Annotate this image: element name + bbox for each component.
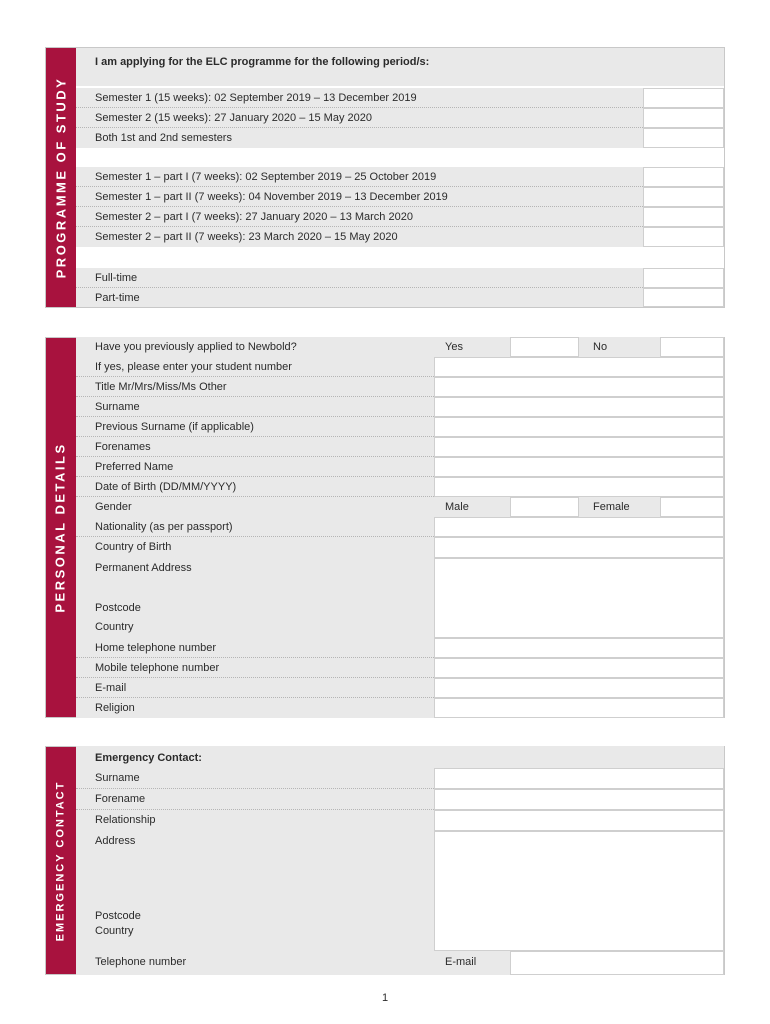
row-divider	[76, 496, 434, 497]
ec-address-input[interactable]	[434, 831, 724, 951]
title-input[interactable]	[434, 377, 724, 397]
full-time-checkbox[interactable]	[643, 268, 724, 288]
home-phone-input[interactable]	[434, 638, 724, 658]
row-divider	[76, 206, 643, 207]
religion-row	[76, 698, 434, 718]
row-divider	[76, 536, 434, 537]
no-label: No	[593, 341, 608, 353]
semester-option-label: Both 1st and 2nd semesters	[95, 132, 232, 144]
row-divider	[76, 416, 434, 417]
ec-surname-row	[76, 768, 434, 789]
row-divider	[76, 287, 643, 288]
forenames-label: Forenames	[95, 441, 151, 453]
surname-label: Surname	[95, 401, 140, 413]
semester-option-row	[76, 88, 643, 108]
part-option-label: Semester 2 – part I (7 weeks): 27 January 2020 – 13 March 2020	[95, 211, 413, 223]
part-time-checkbox[interactable]	[643, 288, 724, 307]
previous-surname-input[interactable]	[434, 417, 724, 437]
yes-checkbox[interactable]	[510, 337, 579, 357]
row-divider	[76, 677, 434, 678]
email-input[interactable]	[434, 678, 724, 698]
programme-heading: I am applying for the ELC programme for the following period/s:	[95, 56, 430, 68]
male-option	[434, 497, 510, 517]
yes-option	[434, 337, 510, 357]
row-divider	[76, 788, 434, 789]
row-divider	[76, 107, 643, 108]
ec-surname-label: Surname	[95, 772, 140, 784]
part-option-row	[76, 167, 643, 187]
emergency-heading-row	[76, 746, 724, 768]
semester-option-row	[76, 128, 643, 148]
ec-address-label: Address	[95, 835, 136, 847]
personal-band-title: PERSONAL DETAILS	[53, 442, 69, 613]
emergency-band	[45, 746, 76, 975]
row-divider	[76, 436, 434, 437]
row-divider	[76, 456, 434, 457]
student-number-input[interactable]	[434, 357, 724, 377]
part-option-label: Semester 2 – part II (7 weeks): 23 March 2020 – 15 May 2020	[95, 231, 398, 243]
ec-surname-input[interactable]	[434, 768, 724, 789]
ec-telephone-label: Telephone number	[95, 956, 187, 968]
nationality-label: Nationality (as per passport)	[95, 521, 233, 533]
ec-relationship-row	[76, 810, 434, 831]
row-divider	[76, 226, 643, 227]
mode-option-label: Part-time	[95, 292, 140, 304]
row-divider	[76, 476, 434, 477]
permanent-address-input[interactable]	[434, 558, 724, 638]
semester-2-part-2-checkbox[interactable]	[643, 227, 724, 247]
female-label: Female	[593, 501, 630, 513]
preferred-name-label: Preferred Name	[95, 461, 174, 473]
home-phone-row	[76, 638, 434, 658]
both-semesters-checkbox[interactable]	[643, 128, 724, 148]
dob-label: Date of Birth (DD/MM/YYYY)	[95, 481, 237, 493]
surname-row	[76, 397, 434, 417]
previous-surname-row	[76, 417, 434, 437]
mode-option-label: Full-time	[95, 272, 138, 284]
gender-label: Gender	[95, 501, 132, 513]
ec-forename-input[interactable]	[434, 789, 724, 810]
row-divider	[76, 657, 434, 658]
spacer-row	[76, 247, 724, 268]
row-divider	[76, 376, 434, 377]
forenames-row	[76, 437, 434, 457]
part-option-row	[76, 227, 643, 247]
dob-row	[76, 477, 434, 497]
postcode-label: Postcode	[95, 602, 141, 614]
country-of-birth-label: Country of Birth	[95, 541, 172, 553]
religion-label: Religion	[95, 702, 135, 714]
ec-forename-label: Forename	[95, 793, 146, 805]
female-checkbox[interactable]	[660, 497, 724, 517]
semester-1-part-2-checkbox[interactable]	[643, 187, 724, 207]
female-option	[579, 497, 660, 517]
mobile-phone-label: Mobile telephone number	[95, 662, 220, 674]
previously-applied-label: Have you previously applied to Newbold?	[95, 341, 297, 353]
ec-email-cell	[434, 951, 510, 975]
ec-forename-row	[76, 789, 434, 810]
part-option-row	[76, 187, 643, 207]
semester-option-row	[76, 108, 643, 128]
row-divider	[76, 186, 643, 187]
previously-applied-row	[76, 337, 434, 357]
permanent-address-row	[76, 558, 434, 638]
mobile-phone-row	[76, 658, 434, 678]
emergency-heading: Emergency Contact:	[95, 752, 202, 764]
ec-address-row	[76, 831, 434, 951]
religion-input[interactable]	[434, 698, 724, 718]
home-phone-label: Home telephone number	[95, 642, 217, 654]
nationality-row	[76, 517, 434, 537]
semester-2-checkbox[interactable]	[643, 108, 724, 128]
row-divider	[76, 396, 434, 397]
country-of-birth-input[interactable]	[434, 537, 724, 558]
dob-input[interactable]	[434, 477, 724, 497]
no-option	[579, 337, 660, 357]
mode-option-row	[76, 268, 643, 288]
student-number-row	[76, 357, 434, 377]
no-checkbox[interactable]	[660, 337, 724, 357]
page-number: 1	[381, 992, 389, 1004]
email-label: E-mail	[95, 682, 127, 694]
spacer-row	[76, 148, 724, 167]
personal-band	[45, 337, 76, 718]
previous-surname-label: Previous Surname (if applicable)	[95, 421, 254, 433]
semester-1-checkbox[interactable]	[643, 88, 724, 108]
row-divider	[76, 809, 434, 810]
ec-relationship-label: Relationship	[95, 814, 156, 826]
mobile-phone-input[interactable]	[434, 658, 724, 678]
semester-1-part-1-checkbox[interactable]	[643, 167, 724, 187]
ec-telephone-row	[76, 951, 434, 975]
forenames-input[interactable]	[434, 437, 724, 457]
semester-option-label: Semester 2 (15 weeks): 27 January 2020 – 15 May 2020	[95, 112, 372, 124]
row-divider	[76, 697, 434, 698]
country-label: Country	[95, 621, 134, 633]
email-row	[76, 678, 434, 698]
programme-heading-row	[76, 48, 724, 86]
semester-option-label: Semester 1 (15 weeks): 02 September 2019 – 13 December 2019	[95, 92, 417, 104]
country-of-birth-row	[76, 537, 434, 558]
part-option-row	[76, 207, 643, 227]
male-checkbox[interactable]	[510, 497, 579, 517]
title-label: Title Mr/Mrs/Miss/Ms Other	[95, 381, 227, 393]
semester-2-part-1-checkbox[interactable]	[643, 207, 724, 227]
preferred-name-row	[76, 457, 434, 477]
ec-email-label: E-mail	[445, 956, 477, 968]
ec-relationship-input[interactable]	[434, 810, 724, 831]
preferred-name-input[interactable]	[434, 457, 724, 477]
programme-band-title: PROGRAMME OF STUDY	[53, 76, 69, 278]
nationality-input[interactable]	[434, 517, 724, 537]
ec-telephone-email-input[interactable]	[510, 951, 724, 975]
programme-band	[45, 47, 76, 307]
ec-country-label: Country	[95, 925, 134, 937]
part-option-label: Semester 1 – part I (7 weeks): 02 September 2019 – 25 October 2019	[95, 171, 437, 183]
student-number-label: If yes, please enter your student number	[95, 361, 292, 373]
gender-row	[76, 497, 434, 517]
yes-label: Yes	[445, 341, 463, 353]
surname-input[interactable]	[434, 397, 724, 417]
permanent-address-label: Permanent Address	[95, 562, 192, 574]
mode-option-row	[76, 288, 643, 307]
title-row	[76, 377, 434, 397]
row-divider	[76, 127, 643, 128]
ec-postcode-label: Postcode	[95, 910, 141, 922]
emergency-band-title: EMERGENCY CONTACT	[54, 780, 67, 941]
male-label: Male	[445, 501, 469, 513]
part-option-label: Semester 1 – part II (7 weeks): 04 November 2019 – 13 December 2019	[95, 191, 448, 203]
